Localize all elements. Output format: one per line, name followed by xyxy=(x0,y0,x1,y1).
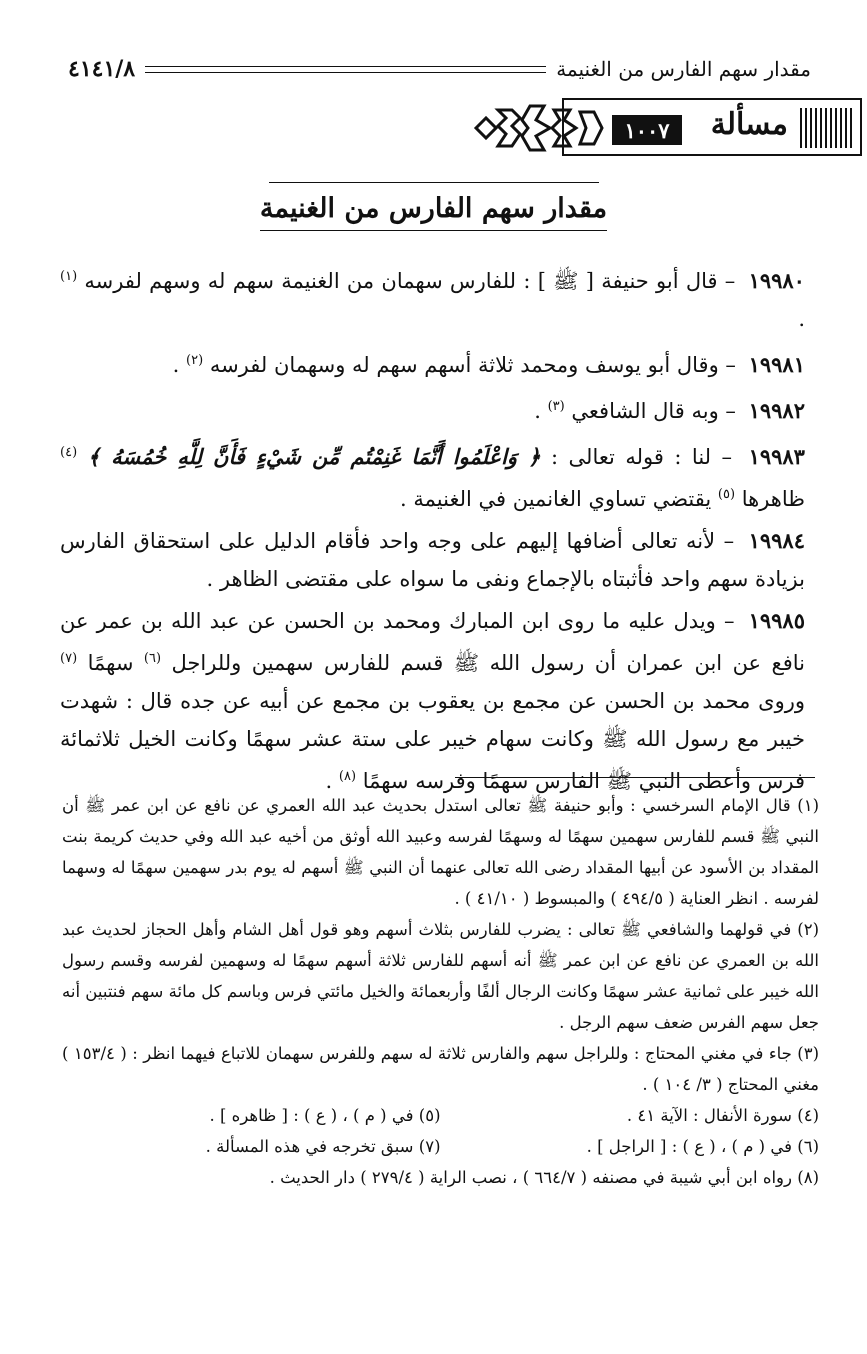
section-title-block xyxy=(0,182,867,231)
footnotes xyxy=(62,790,819,1193)
paragraph-text: ظاهرها xyxy=(741,487,805,511)
footnote-marker[interactable]: (٥) xyxy=(717,487,736,502)
paragraph-text: وروى محمد بن الحسن عن مجمع بن يعقوب بن مجمع عن أبيه عن جده قال : شهدت خيبر مع رسول الله ﷺ وكانت سهام خيبر على ستة عشر سهمًا وكانت الخيل ثلاثمائة فرس وأعطى النبي ﷺ الفارس سهمًا وفرسه سهمًا xyxy=(60,689,805,793)
footnote-rule xyxy=(455,777,815,778)
footnote: (٤) سورة الأنفال : الآية ٤١ . xyxy=(626,1106,819,1125)
paragraph-text: – وبه قال الشافعي xyxy=(571,399,736,423)
paragraph xyxy=(60,434,805,518)
issue-banner xyxy=(472,98,862,158)
paragraph xyxy=(60,522,805,598)
paragraph-text: يقتضي تساوي الغانمين في الغنيمة . xyxy=(400,487,712,511)
paragraph xyxy=(60,342,805,384)
footnote: (٨) رواه ابن أبي شيبة في مصنفه ( ٦٦٤/٧ ) ، نصب الراية ( ٢٧٩/٤ ) دار الحديث . xyxy=(269,1168,819,1187)
footnote: (٧) سبق تخرجه في هذه المسألة . xyxy=(205,1137,441,1156)
footnote: (٣) جاء في مغني المحتاج : وللراجل سهم والفارس ثلاثة له سهم وللفرس سهمان للاتباع فيهما انظر : ( ١٥٣/٤ ) مغني المحتاج ( ٣/ ١٠٤ ) . xyxy=(62,1044,820,1094)
paragraph xyxy=(60,258,805,338)
paragraph-end: . xyxy=(798,307,805,331)
footnote-row xyxy=(62,1131,819,1162)
paragraph-end: . xyxy=(534,399,548,423)
main-text xyxy=(60,258,805,804)
footnote-marker[interactable]: (٦) xyxy=(143,651,162,666)
footnote-marker[interactable]: (٧) xyxy=(60,651,78,666)
paragraph-number: ١٩٩٨٢ xyxy=(748,398,805,423)
quran-verse: ﴿ وَاعْلَمُوا أَنَّمَا غَنِمْتُم مِّن شَيْءٍ فَأَنَّ لِلَّهِ خُمُسَهُ ﴾ xyxy=(87,444,541,469)
paragraph xyxy=(60,388,805,430)
footnote-marker[interactable]: (٣) xyxy=(547,399,565,414)
footnote: (٢) في قولهما والشافعي ﷺ تعالى : يضرب للفارس بثلاث أسهم وهو قول أهل الشام وأهل الحجاز لحديث عبد الله بن العمري عن نافع عن ابن عمر ﷺ أنه أسهم للفارس ثلاثة أسهم سهمًا له وسهمين لفرسه وقسم رسول الله خيبر على ثمانية عشر سهمًا وكانت الرجال ألفًا وأربعمائة والخيل مائتي فرس وباسم كل مائة سهم فنتبين أنه جعل سهم الفرس ضعف سهم الرجل . xyxy=(62,920,819,1032)
paragraph-text: – ويدل عليه ما روى ابن المبارك ومحمد بن الحسن عن عبد الله بن عمر عن نافع عن ابن عمران أن رسول الله ﷺ قسم للفارس سهمين وللراجل xyxy=(60,609,805,675)
paragraph-number: ١٩٩٨٠ xyxy=(748,268,805,293)
paragraph-end: . xyxy=(172,353,186,377)
footnote-row xyxy=(62,1100,819,1131)
paragraph-end: . xyxy=(325,769,339,793)
paragraph-text: سهمًا xyxy=(87,651,134,675)
lattice-ornament-icon xyxy=(472,102,610,154)
paragraph-number: ١٩٩٨٤ xyxy=(748,528,805,553)
issue-label: مسألة xyxy=(710,107,788,142)
running-header xyxy=(68,52,811,86)
paragraph-text: – لنا : قوله تعالى : xyxy=(550,445,733,469)
footnote-marker[interactable]: (٢) xyxy=(186,353,204,368)
footnote: (٥) في ( م ) ، ( ع ) : [ ظاهره ] . xyxy=(209,1106,441,1125)
footnote-marker[interactable]: (١) xyxy=(60,269,78,284)
barcode-ornament xyxy=(800,108,852,148)
footnote-marker[interactable]: (٨) xyxy=(338,769,357,784)
paragraph-number: ١٩٩٨٥ xyxy=(748,608,805,633)
header-rule xyxy=(145,66,546,73)
title-rule xyxy=(269,182,599,183)
paragraph xyxy=(60,602,805,800)
section-title: مقدار سهم الفارس من الغنيمة xyxy=(260,193,607,231)
footnote: (١) قال الإمام السرخسي : وأبو حنيفة ﷺ تعالى استدل بحديث عبد الله العمري عن نافع عن ابن عمر ﷺ أن النبي ﷺ قسم للفارس سهمين سهمًا له وسهمًا لفرسه وعبيد الله أوثق من أخيه عبد الله وفي حديث كريمة بنت المقداد بن الأسود عن أبيها المقداد رضى الله تعالى عنهما أن النبي ﷺ أسهم له يوم بدر سهمين سهمًا له وسهما لفرسه . انظر العناية ( ٤٩٤/٥ ) والمبسوط ( ٤١/١٠ ) . xyxy=(62,796,819,908)
paragraph-text: – قال أبو حنيفة [ ﷺ ] : للفارس سهمان من الغنيمة سهم له وسهم لفرسه xyxy=(84,269,736,293)
paragraph-number: ١٩٩٨٣ xyxy=(748,444,805,469)
paragraph-number: ١٩٩٨١ xyxy=(748,352,805,377)
page-reference: ٤١٤١/٨ xyxy=(68,56,136,82)
paragraph-text: – وقال أبو يوسف ومحمد ثلاثة أسهم سهم له وسهمان لفرسه xyxy=(209,353,736,377)
footnote-marker[interactable]: (٤) xyxy=(60,445,78,460)
running-title: مقدار سهم الفارس من الغنيمة xyxy=(556,57,811,81)
footnote: (٦) في ( م ) ، ( ع ) : [ الراجل ] . xyxy=(586,1137,819,1156)
paragraph-text: – لأنه تعالى أضافها إليهم على وجه واحد فأقام الدليل على استحقاق الفارس بزيادة سهم واحد فأثبتاه بالإجماع ونفى ما سواه على مقتضى الظاهر . xyxy=(60,529,805,591)
issue-number-badge: ١٠٠٧ xyxy=(612,115,682,145)
